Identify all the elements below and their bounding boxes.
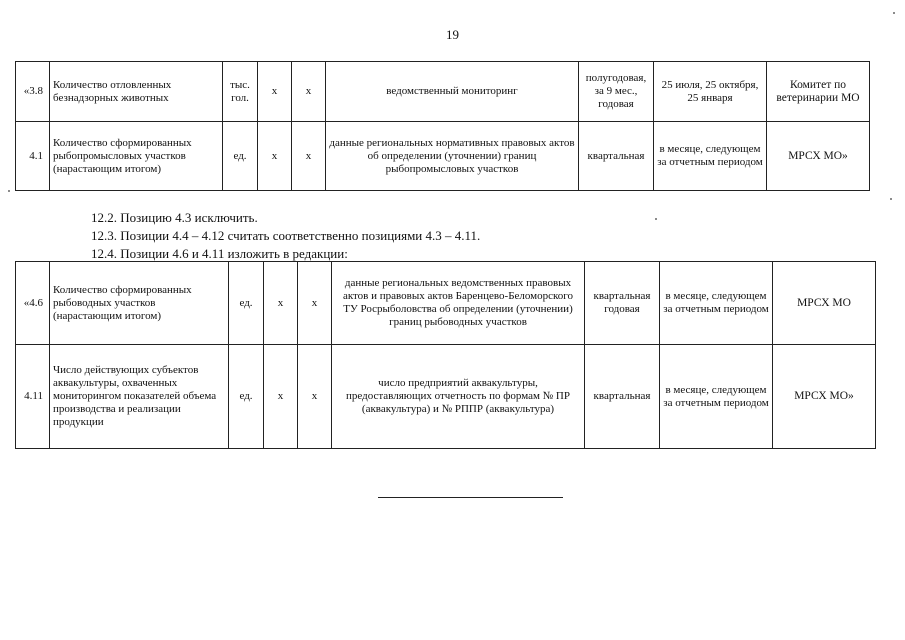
indicator-name: Число действующих субъектов аквакультуры, охваченных мониторингом показателей объема производства и реализации продукции (50, 345, 229, 449)
row-number: 4.1 (16, 122, 50, 191)
indicator-name: Количество отловленных безнадзорных животных (50, 62, 223, 122)
value-cell: x (264, 345, 298, 449)
value-cell: x (298, 262, 332, 345)
indicator-name: Количество сформированных рыбопромысловых участков (нарастающим итогом) (50, 122, 223, 191)
scan-speck (890, 198, 892, 200)
table-second (15, 261, 876, 449)
paragraph-12-2: 12.2. Позицию 4.3 исключить. (91, 210, 258, 225)
source-cell: данные региональных ведомственных правовых актов и правовых актов Баренцево-Беломорского ТУ Росрыболовства об определении (уточнении) границ рыбоводных участков (332, 262, 585, 345)
page-number: 19 (446, 27, 459, 42)
deadline-cell: в месяце, следующем за отчетным периодом (654, 122, 767, 191)
deadline-cell: в месяце, следующем за отчетным периодом (660, 262, 773, 345)
unit-cell: тыс. гол. (223, 62, 258, 122)
paragraph-12-3: 12.3. Позиции 4.4 – 4.12 считать соответственно позициями 4.3 – 4.11. (91, 228, 481, 243)
source-cell: данные региональных нормативных правовых актов об определении (уточнении) границ рыбопромысловых участков (326, 122, 579, 191)
table-first (15, 61, 870, 191)
separator-line (378, 497, 563, 498)
period-cell: квартальная (579, 122, 654, 191)
value-cell: x (292, 122, 326, 191)
table-row (16, 62, 870, 122)
unit-cell: ед. (223, 122, 258, 191)
value-cell: x (292, 62, 326, 122)
unit-cell: ед. (229, 345, 264, 449)
row-number: «4.6 (16, 262, 50, 345)
source-cell: ведомственный мониторинг (326, 62, 579, 122)
unit-cell: ед. (229, 262, 264, 345)
source-cell: число предприятий аквакультуры, предоставляющих отчетность по формам № ПР (аквакультура) и № РППР (аквакультура) (332, 345, 585, 449)
responsible-cell: МРСХ МО» (773, 345, 876, 449)
deadline-cell: в месяце, следующем за отчетным периодом (660, 345, 773, 449)
value-cell: x (258, 122, 292, 191)
table-row (16, 345, 876, 449)
period-cell: квартальная (585, 345, 660, 449)
responsible-cell: МРСХ МО» (767, 122, 870, 191)
row-number: 4.11 (16, 345, 50, 449)
scan-speck (655, 218, 657, 220)
value-cell: x (258, 62, 292, 122)
paragraph-12-4: 12.4. Позиции 4.6 и 4.11 изложить в редакции: (91, 246, 348, 261)
row-number: «3.8 (16, 62, 50, 122)
table-row (16, 262, 876, 345)
indicator-name: Количество сформированных рыбоводных участков (нарастающим итогом) (50, 262, 229, 345)
responsible-cell: Комитет по ветеринарии МО (767, 62, 870, 122)
table-row (16, 122, 870, 191)
responsible-cell: МРСХ МО (773, 262, 876, 345)
period-cell: полугодовая, за 9 мес., годовая (579, 62, 654, 122)
deadline-cell: 25 июля, 25 октября, 25 января (654, 62, 767, 122)
period-cell: квартальная годовая (585, 262, 660, 345)
value-cell: x (298, 345, 332, 449)
scan-speck (893, 12, 895, 14)
scan-speck (8, 190, 10, 192)
value-cell: x (264, 262, 298, 345)
